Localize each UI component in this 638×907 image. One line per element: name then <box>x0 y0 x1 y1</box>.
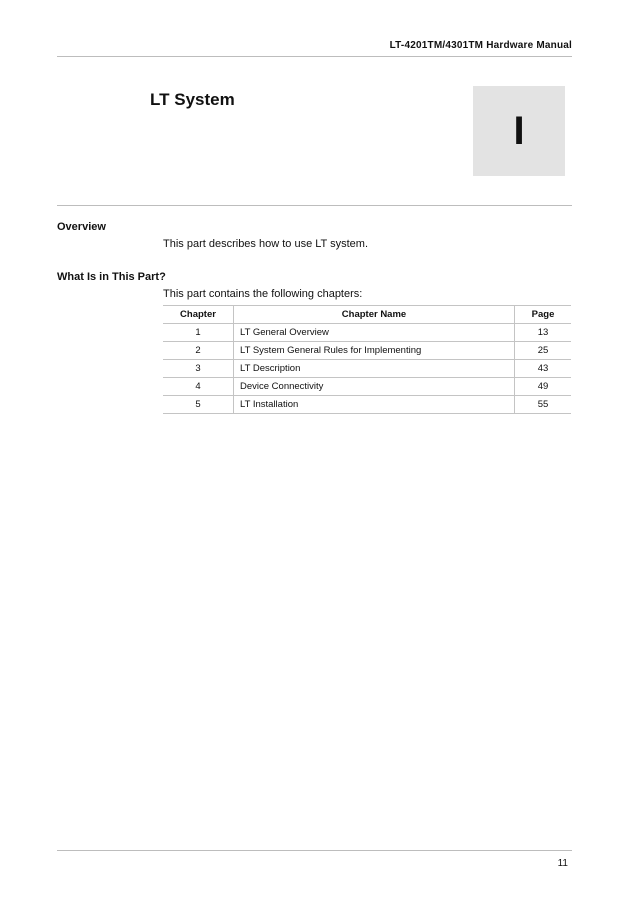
chapter-page: 55 <box>515 396 572 414</box>
part-title: LT System <box>150 90 235 109</box>
table-row <box>163 360 571 378</box>
chapter-number: 2 <box>163 342 234 360</box>
chapter-number: 4 <box>163 378 234 396</box>
table-row <box>163 396 571 414</box>
section-rule <box>57 205 572 206</box>
chapter-number: 1 <box>163 324 234 342</box>
header-title: LT-4201TM/4301TM Hardware Manual <box>389 40 572 51</box>
overview-heading: Overview <box>57 221 106 233</box>
footer-rule <box>57 850 572 851</box>
header-page: Page <box>515 306 572 324</box>
overview-text: This part describes how to use LT system. <box>163 238 369 250</box>
table-row <box>163 378 571 396</box>
part-number-box <box>473 86 565 176</box>
table-row <box>163 324 571 342</box>
part-number: I <box>513 109 525 153</box>
page-number: 11 <box>557 858 568 869</box>
chapter-name: LT General Overview <box>234 324 515 342</box>
chapter-page: 25 <box>515 342 572 360</box>
chapter-number: 5 <box>163 396 234 414</box>
chapter-page: 43 <box>515 360 572 378</box>
contents-heading: What Is in This Part? <box>57 271 166 283</box>
chapter-name: LT Installation <box>234 396 515 414</box>
header-chapter: Chapter <box>163 306 234 324</box>
chapter-number: 3 <box>163 360 234 378</box>
table-header-row <box>163 306 571 324</box>
table-row <box>163 342 571 360</box>
contents-text: This part contains the following chapters: <box>163 288 363 300</box>
header-chapter-name: Chapter Name <box>234 306 515 324</box>
chapters-table <box>163 305 571 414</box>
chapter-name: LT System General Rules for Implementing <box>234 342 515 360</box>
chapter-page: 49 <box>515 378 572 396</box>
chapter-name: LT Description <box>234 360 515 378</box>
chapter-page: 13 <box>515 324 572 342</box>
header-rule <box>57 56 572 57</box>
chapter-name: Device Connectivity <box>234 378 515 396</box>
